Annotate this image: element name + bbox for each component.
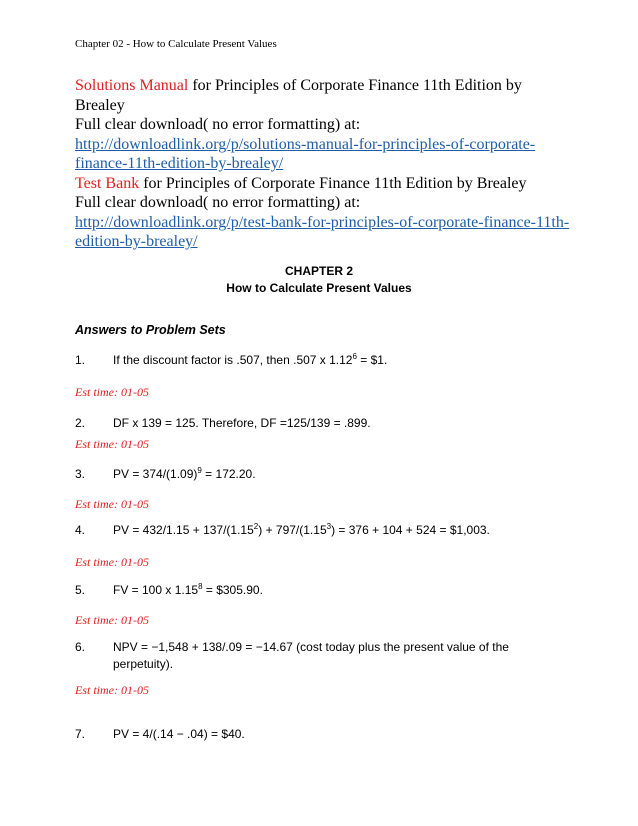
exponent: 2: [253, 522, 259, 531]
est-time-label: Est time: 01-05: [75, 497, 149, 511]
item-number: 5.: [75, 583, 86, 597]
exponent: 6: [352, 352, 357, 361]
est-time-label: Est time: 01-05: [75, 385, 149, 399]
exponent: 3: [326, 522, 332, 531]
chapter-title: CHAPTER 2: [284, 264, 353, 278]
chapter-heading: [0, 263, 638, 297]
chapter-subtitle: How to Calculate Present Values: [226, 281, 412, 295]
running-header: Chapter 02 - How to Calculate Present Values: [75, 38, 277, 50]
solutions-manual-link[interactable]: http://downloadlink.org/p/solutions-manual-for-principles-of-corporate-finance-11th-edition-by-brealey/: [75, 135, 536, 172]
est-time-label: Est time: 01-05: [75, 683, 149, 697]
item-text: = 172.20.: [201, 467, 256, 481]
item-text: = $305.90.: [202, 583, 263, 597]
exponent: 8: [198, 582, 203, 591]
item-number: 6.: [75, 640, 86, 654]
download-note-2: Full clear download( no error formatting) at:: [75, 194, 361, 211]
item-number: 7.: [75, 727, 86, 741]
item-text: DF x 139 = 125. Therefore, DF =125/139 = .899.: [113, 416, 371, 430]
intro-block: [75, 76, 575, 252]
item-text: ) = 376 + 104 + 524 = $1,003.: [331, 523, 490, 537]
test-bank-text: for Principles of Corporate Finance 11th Edition by Brealey: [139, 174, 527, 192]
item-text: NPV = −1,548 + 138/.09 = −14.67 (cost today plus the present value of the perpetuity).: [113, 640, 509, 671]
est-time-label: Est time: 01-05: [75, 613, 149, 627]
exponent: 9: [197, 466, 202, 475]
item-number: 3.: [75, 467, 86, 481]
item-text: ) + 797/(1.15: [258, 523, 327, 537]
item-number: 1.: [75, 353, 86, 367]
item-text: PV = 4/(.14 − .04) = $40.: [113, 727, 245, 741]
est-time-label: Est time: 01-05: [75, 437, 149, 451]
solutions-manual-text: for Principles of Corporate Finance 11th Edition by Brealey: [75, 77, 522, 114]
download-note-1: Full clear download( no error formatting) at:: [75, 116, 361, 133]
item-text: PV = 374/(1.09): [113, 467, 198, 481]
item-text: PV = 432/1.15 + 137/(1.15: [113, 523, 254, 537]
test-bank-label: Test Bank: [75, 174, 140, 192]
item-text: FV = 100 x 1.15: [113, 583, 199, 597]
solutions-manual-label: Solutions Manual: [75, 77, 189, 94]
item-number: 4.: [75, 523, 86, 537]
item-text: = $1.: [356, 353, 388, 367]
section-title: Answers to Problem Sets: [75, 323, 226, 337]
item-number: 2.: [75, 416, 86, 430]
est-time-label: Est time: 01-05: [75, 555, 149, 569]
test-bank-link[interactable]: http://downloadlink.org/p/test-bank-for-principles-of-corporate-finance-11th-edition-by-brealey/: [75, 213, 570, 250]
item-text: If the discount factor is .507, then .507 x 1.12: [113, 353, 353, 367]
